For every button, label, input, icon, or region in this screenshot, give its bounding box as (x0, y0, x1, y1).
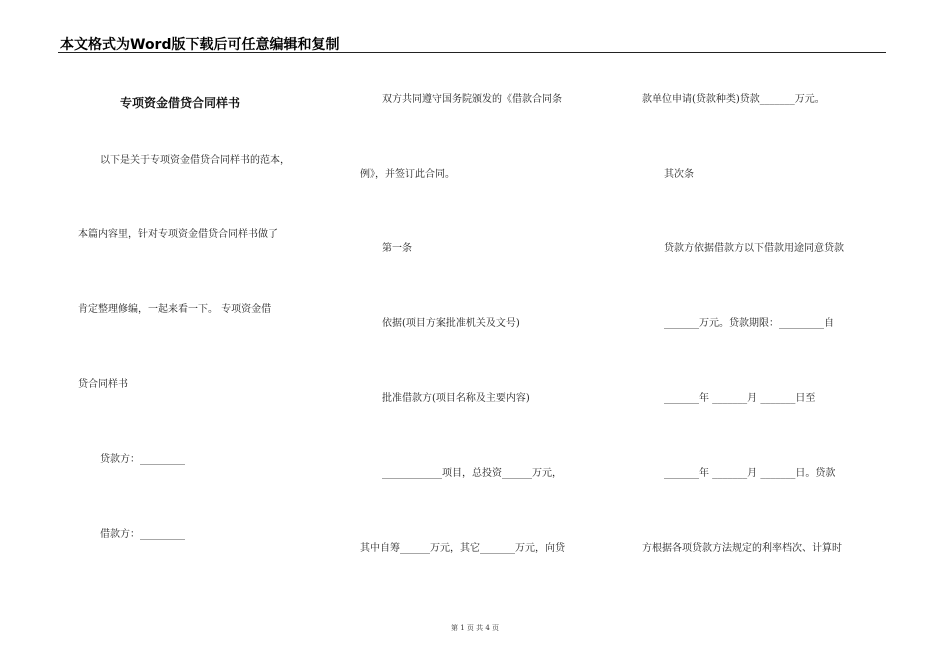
col1-line-3: 肯定整理修编，一起来看一下。 专项资金借 (78, 304, 272, 315)
col2-line-4: 依据(项目方案批准机关及文号) (382, 318, 520, 329)
col3-line-6: _______年 _______月 _______日。贷款 (664, 468, 836, 479)
col2-line-5: 批准借款方(项目名称及主要内容) (382, 393, 530, 404)
col1-line-5: 贷款方：_________ (100, 454, 185, 465)
col2-line-6: ____________项目，总投资______万元， (382, 468, 562, 479)
col1-line-6: 借款方：_________ (100, 529, 185, 540)
document-title: 专项资金借贷合同样书 (120, 96, 241, 110)
col2-line-7: 其中自筹______万元，其它_______万元，向贷 (360, 543, 565, 554)
col3-line-3: 贷款方依据借款方以下借款用途同意贷款 (664, 243, 844, 254)
col2-line-3: 第一条 (382, 243, 412, 254)
col3-line-2: 其次条 (664, 169, 694, 180)
col3-line-4: _______万元。贷款期限：_________自 (664, 318, 834, 329)
col3-line-1: 款单位申请(贷款种类)贷款_______万元。 (642, 94, 825, 105)
col2-line-1: 双方共同遵守国务院颁发的《借款合同条 (382, 94, 562, 105)
col1-line-1: 以下是关于专项资金借贷合同样书的范本， (100, 155, 290, 166)
col1-line-2: 本篇内容里，针对专项资金借贷合同样书做了 (78, 229, 278, 240)
document-header-title: 本文格式为Word版下载后可任意编辑和复制 (60, 37, 340, 53)
col2-line-2: 例》，并签订此合同。 (360, 169, 455, 180)
col1-line-4: 贷合同样书 (78, 379, 128, 390)
col3-line-5: _______年 _______月 _______日至 (664, 393, 816, 404)
page-number: 第 1 页 共 4 页 (450, 624, 500, 632)
header-divider (58, 52, 886, 53)
col3-line-7: 方根据各项贷款方法规定的利率档次、计算时 (642, 543, 842, 554)
